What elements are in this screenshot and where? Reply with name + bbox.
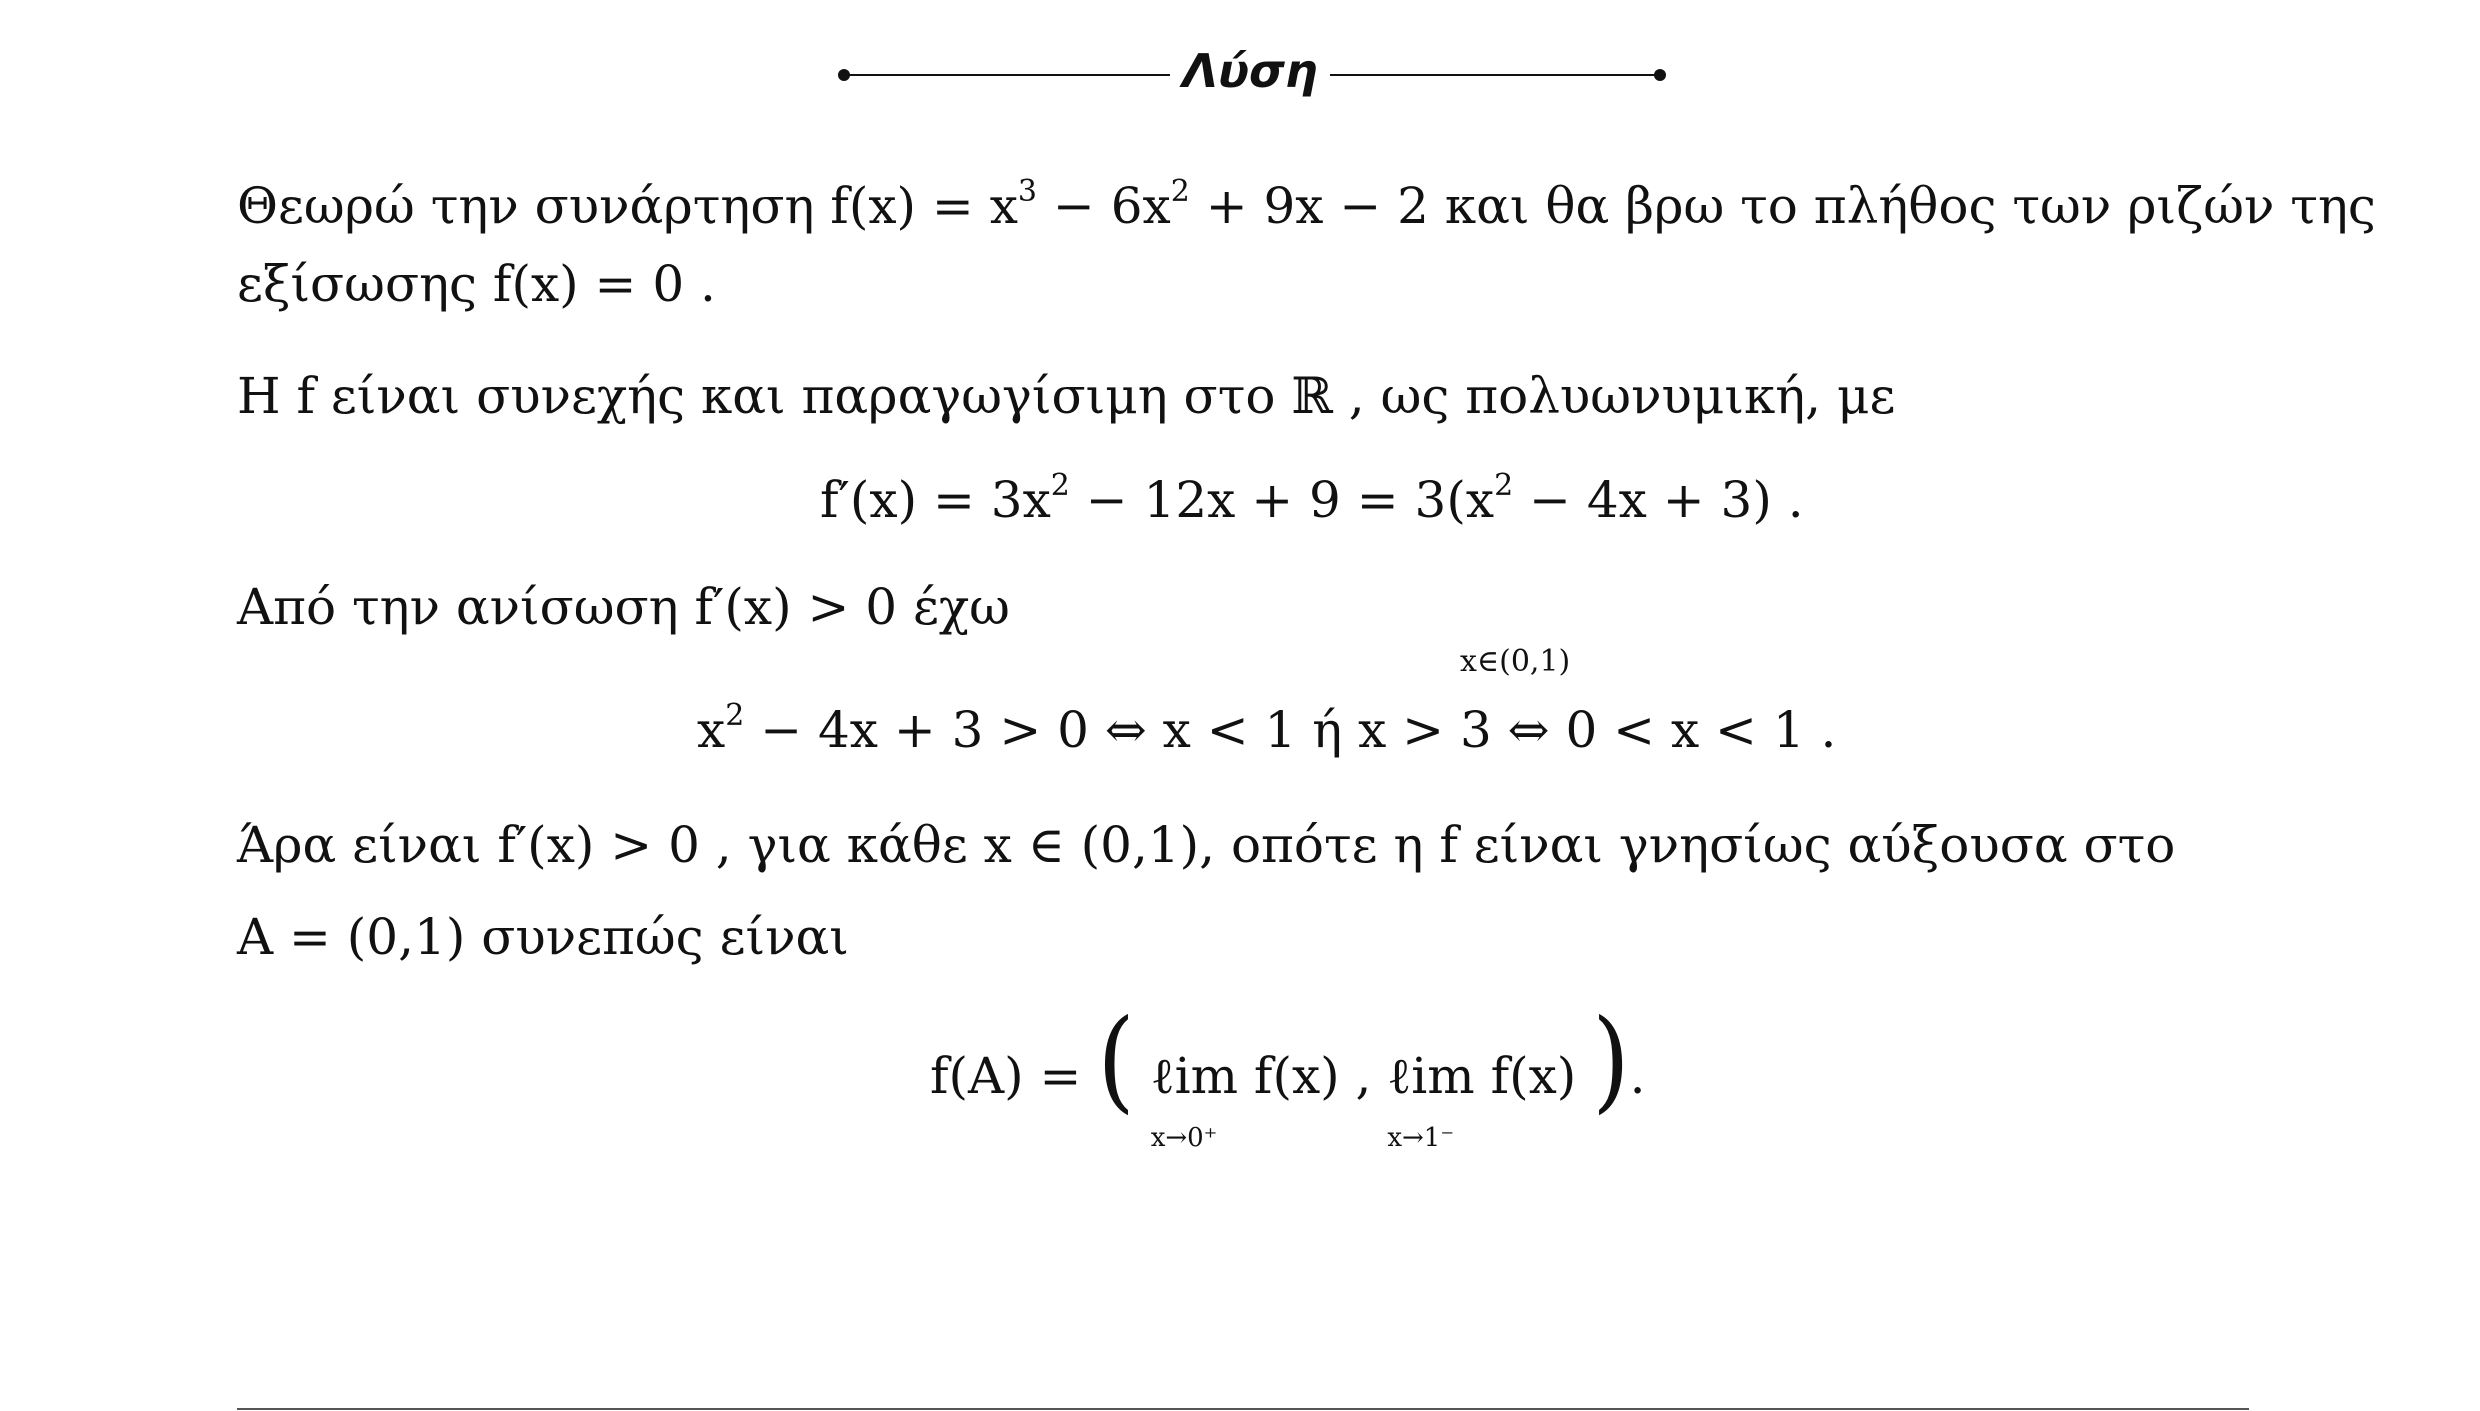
paragraph-4: Άρα είναι f′(x) > 0 , για κάθε x ∈ (0,1), οπότε η f είναι γνησίως αύξουσα στο [237, 816, 2176, 874]
paragraph-3: Από την ανίσωση f′(x) > 0 έχω [237, 578, 1010, 636]
limit-right: ℓim f(x) x→1⁻ [1387, 1046, 1576, 1106]
section-header [0, 40, 2480, 110]
paragraph-1-line-1: Θεωρώ την συνάρτηση $f(x) = x^3 - 6x^2 + 9x - 2$ και θα βρω το πλήθος των ριζών της [237, 174, 2376, 235]
equation-inequality: $x^2 - 4x + 3 > 0$ ⇔ x < 1 ή x > 3 ⇔ 0 < x < 1 . [697, 698, 1837, 759]
header-right-rule [1330, 74, 1660, 76]
left-paren: ( [1097, 995, 1135, 1125]
limit-left-subscript: x→0⁺ [1150, 1123, 1218, 1153]
paragraph-2: H f είναι συνεχής και παραγωγίσιμη στο ℝ , ως πολυωνυμική, με [237, 367, 1896, 425]
equivalence-condition: x∈(0,1) [1460, 644, 1571, 679]
footer-rule [237, 1408, 2249, 1410]
limit-left: ℓim f(x) x→0⁺ [1151, 1046, 1340, 1106]
equation-derivative: $f'(x) = 3x^2 - 12x + 9 = 3(x^2 - 4x + 3)$ . [820, 468, 1804, 529]
header-left-rule [844, 74, 1170, 76]
right-paren: ) [1592, 995, 1630, 1125]
section-title: Λύση [1182, 44, 1318, 98]
limit-right-subscript: x→1⁻ [1387, 1123, 1455, 1153]
header-right-dot [1654, 69, 1666, 81]
paragraph-5: A = (0,1) συνεπώς είναι [237, 908, 849, 966]
paragraph-1-line-2: εξίσωσης f(x) = 0 . [237, 255, 716, 313]
equation-image-set: f(A) = ( ℓim f(x) x→0⁺ , ℓim f(x) x→1⁻ ). [930, 1030, 1646, 1106]
